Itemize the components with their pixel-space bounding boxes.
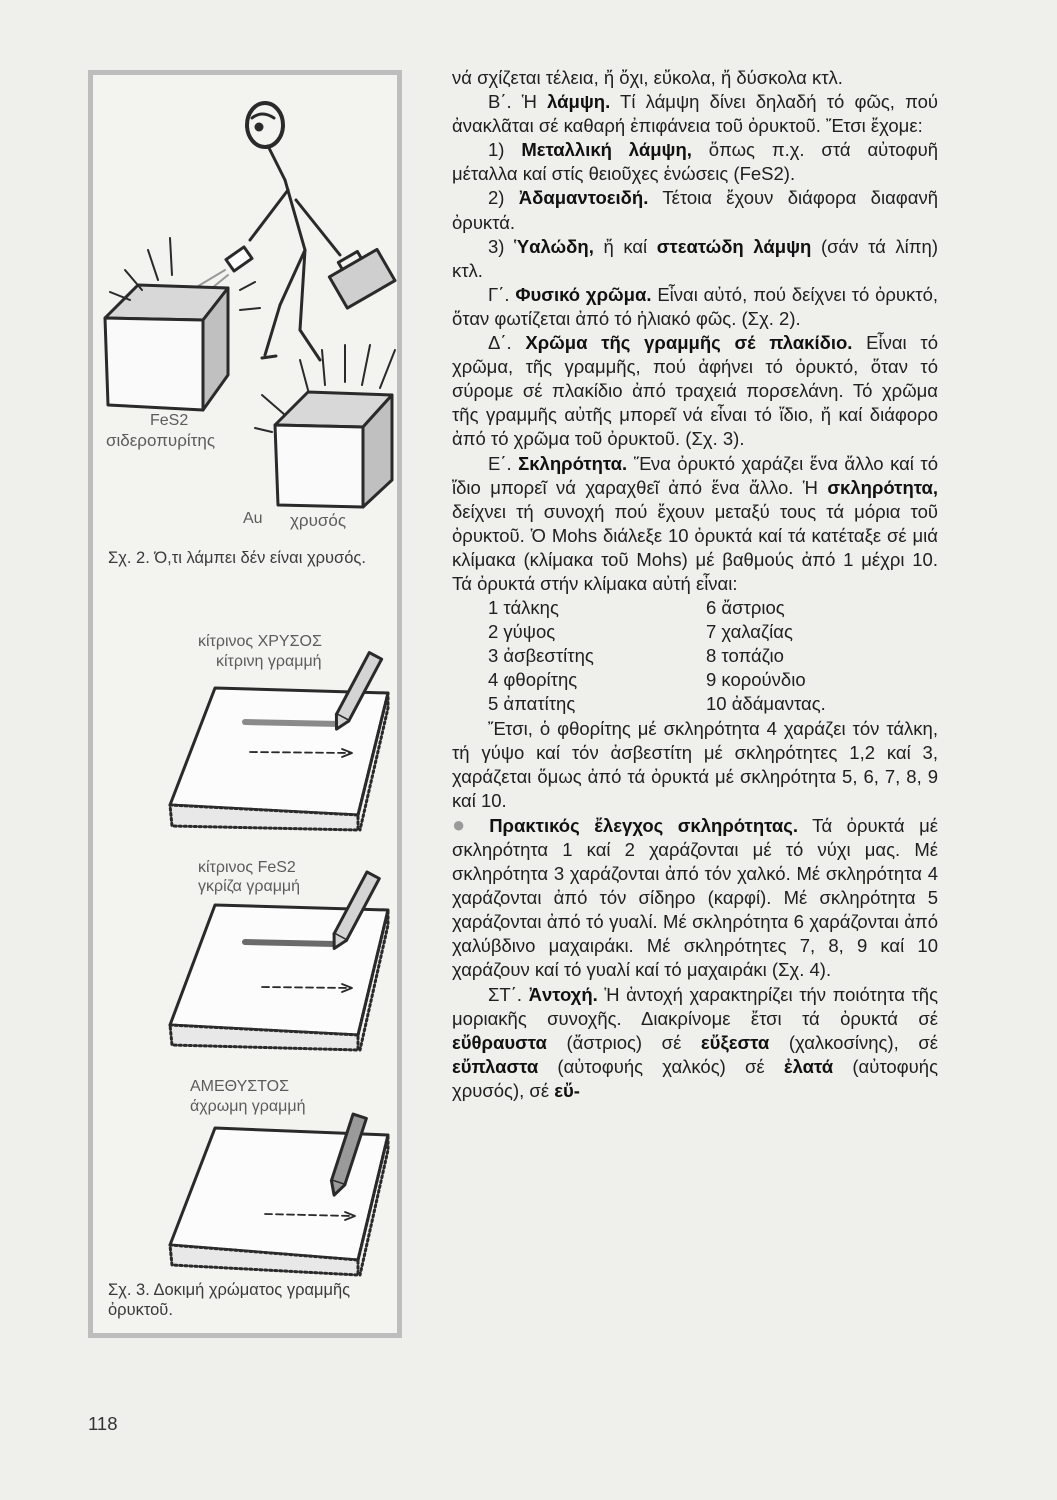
plate-3-streak-label: άχρωμη γραμμή [190,1098,306,1115]
mohs-item: 1 τάλκης [488,597,559,619]
paragraph-hardness: Ε΄. Σκληρότητα. Ἕνα ὀρυκτό χαράζει ἕνα ἄλλο καί τό ἴδιο μπορεῖ νά χαραχθεῖ ἀπό ἕνα ἄλλο. Ἡ σκληρότητα, δείχνει τή συνοχή πού ἔχουν μεταξύ τους τά μόρια τοῦ ὀρυκτοῦ. Ὁ Mohs διάλεξε 10 ὀρυκτά καί τά κατέταξε σέ μιά κλίμακα (κλίμακα τοῦ Mohs) μέ βαθμούς ἀπό 1 μέχρι 10. Τά ὀρυκτά στήν κλίμακα αὐτή εἶναι: [452,452,938,594]
streak-plate-2-illustration [170,872,388,1050]
plate-1-streak-label: κίτρινη γραμμή [216,653,322,670]
mohs-item: 5 ἀπατίτης [488,693,576,715]
main-text-column [452,66,938,1103]
gold-cube-illustration [255,345,395,507]
paragraph-cleavage-end: νά σχίζεται τέλεια, ἤ ὄχι, εὔκολα, ἤ δύσκολα κτλ. [452,67,843,88]
mohs-item: 7 χαλαζίας [706,621,793,643]
streak-plate-3-illustration [170,1114,388,1275]
paragraph-streak-color: Δ΄. Χρῶμα τῆς γραμμῆς σέ πλακίδιο. Εἶναι τό χρῶμα, τῆς γραμμῆς, πού ἀφήνει τό ὀρυκτό, ὅταν τό σύρομε σέ πλακίδιο ἀπό τραχειά πορσελάνη. Τό χρῶμα τῆς γραμμῆς αὐτῆς μπορεῖ νά εἶναι τό ἴδιο, ἤ καί διάφορο ἀπό τό χρῶμα τοῦ ὀρυκτοῦ. (Σχ. 3). [452,332,938,450]
mohs-item: 2 γύψος [488,621,556,643]
mohs-item: 9 κορούνδιο [706,669,806,691]
paragraph-tenacity: ΣΤ΄. Ἀντοχή. Ἡ ἀντοχή χαρακτηρίζει τήν ποιότητα τῆς μοριακῆς συνοχῆς. Διακρίνομε ἔτσι τά ὀρυκτά σέ εὔθραυστα (ἄστριος) σέ εὔξεστα (χαλκοσίνης), σέ εὔπλαστα (αὐτοφυής χαλκός) σέ ἐλατά (αὐτοφυής χρυσός), σέ εὔ- [452,983,939,1101]
mohs-item: 3 ἀσβεστίτης [488,645,594,667]
paragraph-luster: Β΄. Ἡ λάμψη. Τί λάμψη δίνει δηλαδή τό φῶς, πού ἀνακλᾶται σέ καθαρή ἐπιφάνεια τοῦ ὀρυκτοῦ. Ἔτσι ἔχομε: [452,91,938,137]
list-item-adamantine: 2) Ἀδαμαντοειδή. Τέτοια ἔχουν διάφορα διαφανῆ ὀρυκτά. [452,187,938,233]
au-label: Au [243,510,263,527]
paragraph-fluorite-example: Ἔτσι, ὁ φθορίτης μέ σκληρότητα 4 χαράζει τόν τάλκη, τή γύψο καί τόν ἀσβεστίτη μέ σκληρότητες 1,2 καί 3, χαράζεται ὅμως ἀπό τά ὀρυκτά μέ σκληρότητα 5, 6, 7, 8, 9 καί 10. [452,717,938,811]
plate-1-mineral-label: κίτρινος ΧΡΥΣΟΣ [198,633,322,650]
bullet-icon: ● [452,811,475,837]
paragraph-natural-color: Γ΄. Φυσικό χρῶμα. Εἶναι αὐτό, πού δείχνει τό ὀρυκτό, ὅταν φωτίζεται ἀπό τό ἡλιακό φῶς. (Σχ. 2). [452,283,938,329]
plate-2-mineral-label: κίτρινος FeS2 [198,859,296,876]
mohs-item: 8 τοπάζιο [706,645,784,667]
list-item-metallic: 1) Μεταλλική λάμψη, ὅπως π.χ. στά αὐτοφυῆ μέταλλα καί στίς θειοῦχες ἑνώσεις (FeS2). [452,139,938,185]
figure-3-caption: Σχ. 3. Δοκιμή χρώματος γραμμῆς ὀρυκτοῦ. [108,1281,351,1319]
pyrite-label: σιδεροπυρίτης [106,431,216,450]
mohs-item: 10 ἀδάμαντας. [706,693,826,715]
mohs-item: 4 φθορίτης [488,669,578,691]
mohs-scale-list [452,596,938,716]
gold-label: χρυσός [290,511,347,530]
paragraph-practical-hardness: ● Πρακτικός ἔλεγχος σκληρότητας. Τά ὀρυκτά μέ σκληρότητα 1 καί 2 χαράζονται μέ τό νύχι μας. Μέ σκληρότητα 3 χαράζονται ἀπό τόν χαλκό. Μέ σκληρότητα 4 χαράζονται ἀπό τόν σίδηρο (καρφί). Μέ σκληρότητα 5 χαράζονται ἀπό τό γυαλί. Μέ σκληρότητα 6 χαράζονται ἀπό χαλύβδινο μαχαιράκι. Μέ σκληρότητες 7, 8, 9 καί 10 χαράζουν καί τό γυαλί καί τό μαχαιράκι (Σχ. 4). [452,811,938,981]
plate-2-streak-label: γκρίζα γραμμή [198,878,301,895]
page-number: 118 [88,1413,118,1434]
mohs-item: 6 ἄστριος [706,597,785,619]
streak-plate-1-illustration [170,653,388,830]
figure-2-caption: Σχ. 2. Ό,τι λάμπει δέν είναι χρυσός. [108,549,366,567]
fes2-label: FeS2 [150,412,189,429]
plate-3-mineral-label: ΑΜΕΘΥΣΤΟΣ [190,1078,289,1095]
list-item-vitreous: 3) Ὑαλώδη, ἤ καί στεατώδη λάμψη (σάν τά λίπη) κτλ. [452,235,938,281]
